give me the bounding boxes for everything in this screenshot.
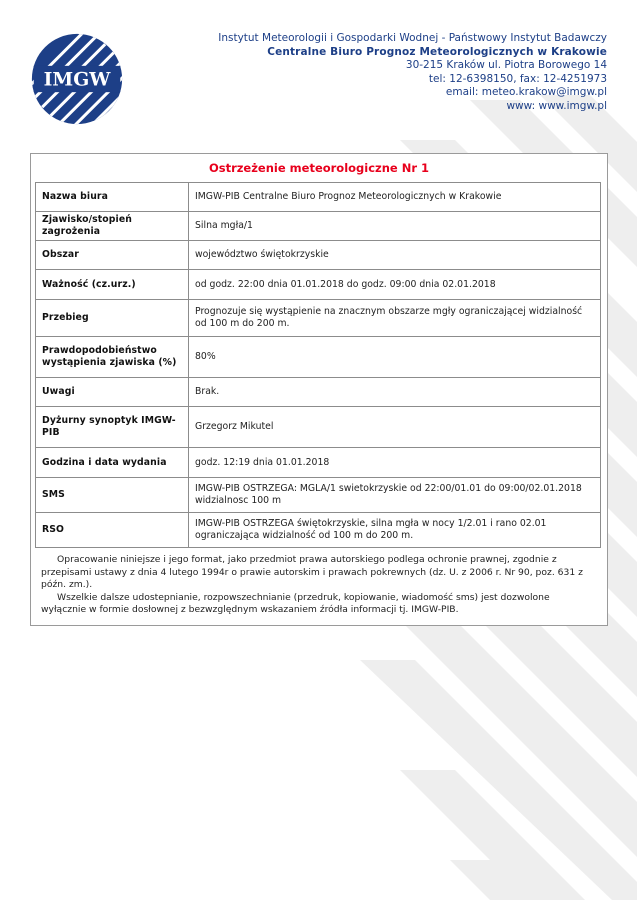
- row-value: 80%: [189, 337, 601, 378]
- bureau-name: Centralne Biuro Prognoz Meteorologicznych w Krakowie: [267, 45, 607, 58]
- row-value: Silna mgła/1: [189, 212, 601, 241]
- row-value: IMGW-PIB OSTRZEGA: MGLA/1 swietokrzyskie od 22:00/01.01 do 09:00/02.01.2018 widzialnosc 100 m: [189, 478, 601, 513]
- distribution-paragraph: Wszelkie dalsze udostepnianie, rozpowszechnianie (przedruk, kopiowanie, wiadomość sms) jest dozwolone wyłącznie w formie dosłownej z bezwzględnym wskazaniem źródła informacji tj. IMGW-PIB.: [41, 591, 550, 616]
- copyright-notice: [31, 548, 607, 625]
- table-row: [36, 448, 601, 478]
- row-value: województwo świętokrzyskie: [189, 241, 601, 270]
- warning-document: [30, 153, 608, 626]
- table-row: [36, 183, 601, 212]
- row-label: Ważność (cz.urz.): [36, 270, 189, 300]
- table-row: [36, 337, 601, 378]
- row-label: Prawdopodobieństwo wystąpienia zjawiska (%): [36, 337, 189, 378]
- row-value: IMGW-PIB Centralne Biuro Prognoz Meteorologicznych w Krakowie: [189, 183, 601, 212]
- row-value: od godz. 22:00 dnia 01.01.2018 do godz. 09:00 dnia 02.01.2018: [189, 270, 601, 300]
- row-label: Uwagi: [36, 378, 189, 407]
- table-row: [36, 407, 601, 448]
- table-row: [36, 478, 601, 513]
- phone-fax: tel: 12-6398150, fax: 12-4251973: [428, 72, 607, 85]
- copyright-paragraph: Opracowanie niniejsze i jego format, jako przedmiot prawa autorskiego podlega ochronie prawnej, zgodnie z przepisami ustawy z dnia 4 lutego 1994r o prawie autorskim i prawach pokrewnych (dz. U. z 2006 r. Nr 90, poz. 631 z późn. zm.).: [41, 554, 583, 591]
- row-label: Nazwa biura: [36, 183, 189, 212]
- logo-text: IMGW: [43, 68, 111, 91]
- row-value: Grzegorz Mikutel: [189, 407, 601, 448]
- row-label: Dyżurny synoptyk IMGW-PIB: [36, 407, 189, 448]
- table-row: [36, 212, 601, 241]
- table-row: [36, 241, 601, 270]
- imgw-logo-icon: [30, 32, 124, 126]
- row-value: Brak.: [189, 378, 601, 407]
- email[interactable]: email: meteo.krakow@imgw.pl: [445, 86, 607, 99]
- row-value: Prognozuje się wystąpienie na znacznym obszarze mgły ograniczającej widzialność od 100 m do 200 m.: [189, 300, 601, 337]
- institution-header: [218, 32, 607, 114]
- table-row: [36, 513, 601, 548]
- warning-table: [35, 182, 601, 548]
- row-label: Przebieg: [36, 300, 189, 337]
- institute-name: Instytut Meteorologii i Gospodarki Wodnej - Państwowy Instytut Badawczy: [218, 32, 607, 44]
- row-label: Zjawisko/stopień zagrożenia: [36, 212, 189, 241]
- row-value: IMGW-PIB OSTRZEGA świętokrzyskie, silna mgła w nocy 1/2.01 i rano 02.01 ograniczająca widzialność od 100 m do 200 m.: [189, 513, 601, 548]
- row-label: RSO: [36, 513, 189, 548]
- website[interactable]: www: www.imgw.pl: [506, 99, 607, 112]
- row-label: Godzina i data wydania: [36, 448, 189, 478]
- address: 30-215 Kraków ul. Piotra Borowego 14: [405, 59, 607, 72]
- table-row: [36, 378, 601, 407]
- table-row: [36, 300, 601, 337]
- warning-title: Ostrzeżenie meteorologiczne Nr 1: [208, 161, 430, 175]
- row-label: SMS: [36, 478, 189, 513]
- row-label: Obszar: [36, 241, 189, 270]
- row-value: godz. 12:19 dnia 01.01.2018: [189, 448, 601, 478]
- table-row: [36, 270, 601, 300]
